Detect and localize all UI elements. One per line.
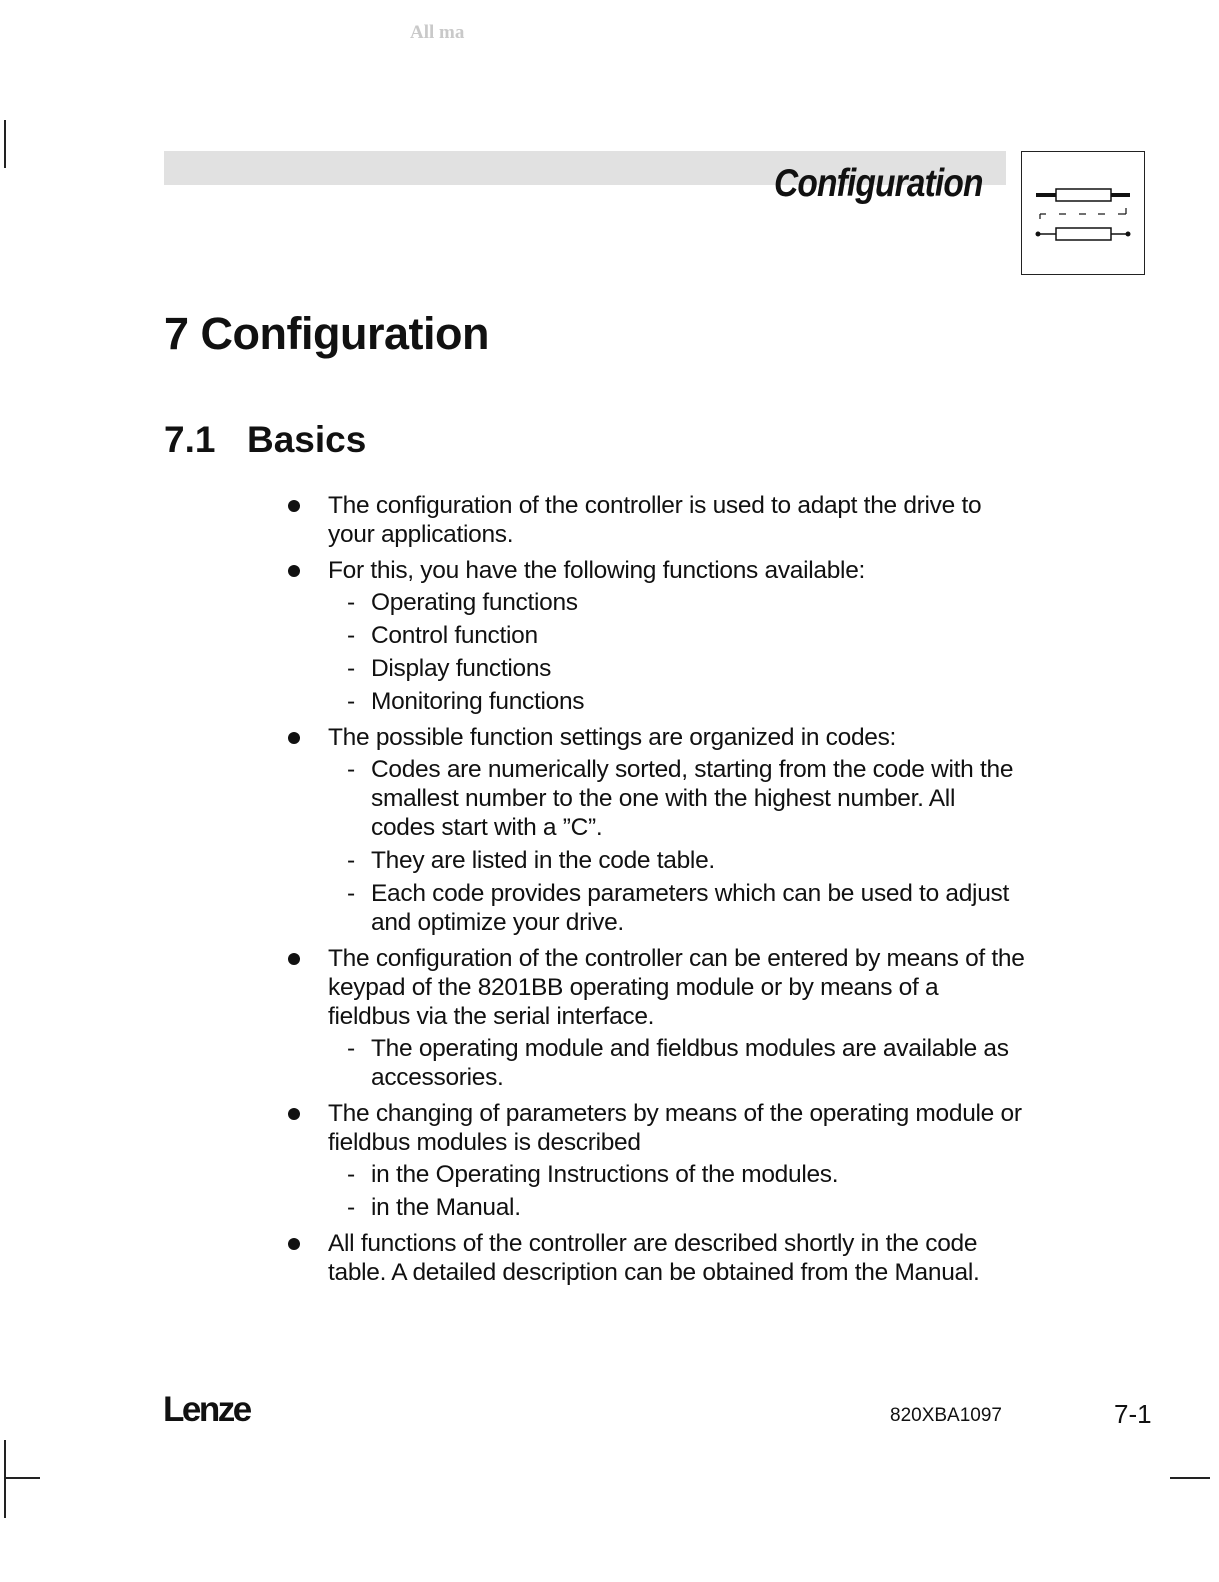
sub-list-item [304, 879, 1025, 937]
sub-list-item [304, 621, 1025, 650]
list-item-text: The possible function settings are organized in codes: [328, 724, 897, 751]
sub-list-item-text: Control function [371, 622, 538, 649]
dash-marker: - [347, 847, 355, 874]
lenze-logo: Lenze [163, 1390, 250, 1429]
crop-mark [1170, 1477, 1210, 1479]
dash-marker: - [347, 589, 355, 616]
list-item-text: The configuration of the controller is used to adapt the drive to your applications. [328, 492, 982, 548]
bullet-dot-icon [288, 1238, 300, 1250]
sub-list-item [304, 654, 1025, 683]
section-heading [164, 419, 366, 461]
sub-list-item [304, 755, 1025, 842]
bullet-dot-icon [288, 732, 300, 744]
sub-list-item-text: in the Manual. [371, 1194, 521, 1221]
sub-list-item-text: The operating module and fieldbus modules are available as accessories. [371, 1035, 1009, 1091]
sub-list-item-text: They are listed in the code table. [371, 847, 715, 874]
sub-list-item [304, 846, 1025, 875]
dash-marker: - [347, 1035, 355, 1062]
dash-marker: - [347, 1194, 355, 1221]
sub-list-item [304, 1160, 1025, 1189]
list-item [285, 944, 1025, 1092]
circuit-diagram-icon [1022, 152, 1144, 274]
sub-list-item [304, 588, 1025, 617]
section-title: Basics [247, 419, 367, 460]
sub-list-item-text: in the Operating Instructions of the modules. [371, 1161, 839, 1188]
header-title: Configuration [774, 162, 983, 205]
page-number: 7-1 [1114, 1399, 1152, 1429]
crop-mark [4, 120, 6, 168]
sub-list-item [304, 1034, 1025, 1092]
sub-list-item-text: Operating functions [371, 589, 578, 616]
bullet-dot-icon [288, 500, 300, 512]
dash-marker: - [347, 1161, 355, 1188]
sub-list-item [304, 1193, 1025, 1222]
chapter-title: 7 Configuration [164, 308, 489, 359]
sub-list-item-text: Display functions [371, 655, 552, 682]
dash-marker: - [347, 655, 355, 682]
bullet-list [285, 491, 1025, 1294]
dash-marker: - [347, 880, 355, 907]
watermark-text: All ma [410, 22, 465, 43]
dash-marker: - [347, 622, 355, 649]
configuration-diagram-icon [1021, 151, 1145, 275]
bullet-dot-icon [288, 953, 300, 965]
dash-marker: - [347, 756, 355, 783]
bullet-dot-icon [288, 1108, 300, 1120]
list-item [285, 491, 1025, 549]
sub-list-item-text: Monitoring functions [371, 688, 585, 715]
sub-list-item [304, 687, 1025, 716]
list-item [285, 723, 1025, 937]
list-item-text: The configuration of the controller can be entered by means of the keypad of the 8201BB operating module or by means of a fieldbus via the serial interface. [328, 945, 1025, 1030]
list-item [285, 1099, 1025, 1222]
sub-list-item-text: Codes are numerically sorted, starting from the code with the smallest number to the one with the highest number. All codes start with a ”C”. [371, 756, 1014, 841]
section-number: 7.1 [164, 419, 216, 460]
bullet-dot-icon [288, 565, 300, 577]
list-item-text: For this, you have the following functions available: [328, 557, 866, 584]
dash-marker: - [347, 688, 355, 715]
list-item [285, 1229, 1025, 1287]
document-code: 820XBA1097 [890, 1405, 1002, 1426]
sub-list-item-text: Each code provides parameters which can be used to adjust and optimize your drive. [371, 880, 1009, 936]
list-item [285, 556, 1025, 716]
list-item-text: All functions of the controller are described shortly in the code table. A detailed description can be obtained from the Manual. [328, 1230, 980, 1286]
crop-mark [4, 1440, 6, 1518]
list-item-text: The changing of parameters by means of the operating module or fieldbus modules is described [328, 1100, 1022, 1156]
crop-mark [4, 1477, 40, 1479]
